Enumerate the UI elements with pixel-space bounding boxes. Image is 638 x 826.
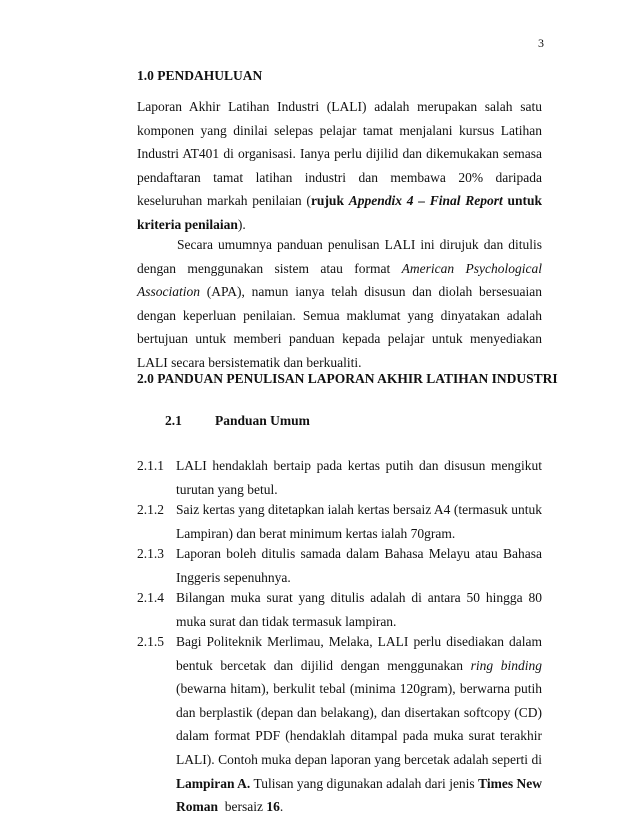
section-heading-pendahuluan: 1.0 PENDAHULUAN xyxy=(137,68,263,83)
paragraph-introduction xyxy=(137,95,542,237)
reference-prefix: rujuk xyxy=(310,193,349,209)
list-item-number: 2.1.5 xyxy=(137,634,164,649)
reference-appendix: Appendix 4 – Final Report xyxy=(348,193,503,209)
list-item xyxy=(137,454,542,501)
list-item xyxy=(137,542,542,589)
list-item xyxy=(137,498,542,545)
text-run: (bewarna hitam), berkulit tebal (minima 120gram), berwarna putih dan berplastik (depan dan belakang), dan disertakan softcopy (CD) dalam format PDF (hendaklah ditampal pada muka surat terakhir LALI). Contoh muka depan laporan yang bercetak adalah seperti di xyxy=(176,681,542,767)
list-item-number: 2.1.3 xyxy=(137,546,164,561)
page-number: 3 xyxy=(538,36,544,50)
list-item-text: Laporan boleh ditulis samada dalam Bahasa Melayu atau Bahasa Inggeris sepenuhnya. xyxy=(176,546,542,585)
text-run: bersaiz xyxy=(218,799,267,815)
paragraph-tail: ). xyxy=(237,216,246,232)
paragraph-format xyxy=(137,233,542,375)
text-run: . xyxy=(279,799,284,815)
list-item-text: Bilangan muka surat yang ditulis adalah di antara 50 hingga 80 muka surat dan tidak termasuk lampiran. xyxy=(176,590,542,629)
ring-binding-term: ring binding xyxy=(470,657,542,673)
text-run: Tulisan yang digunakan adalah dari jenis xyxy=(250,775,479,791)
list-item xyxy=(137,586,542,633)
section-heading-panduan-penulisan: 2.0 PANDUAN PENULISAN LAPORAN AKHIR LATIHAN INDUSTRI xyxy=(137,371,558,386)
lampiran-reference: Lampiran A. xyxy=(176,775,251,791)
text-run: Bagi Politeknik Merlimau, Melaka, LALI perlu disediakan dalam bentuk bercetak dan dijilid dengan menggunakan xyxy=(176,634,542,673)
paragraph-text-after: (APA), namun ianya telah disusun dan diolah bersesuaian dengan keperluan penilaian. Semua maklumat yang dinyatakan adalah bertujuan untuk memberi panduan kepada pelajar untuk menyediakan LALI secara bersistematik dan berkualiti. xyxy=(137,284,542,370)
apa-name: American Psychological Association xyxy=(137,260,542,300)
list-item-number: 2.1.1 xyxy=(137,458,164,473)
font-name: Times New Roman xyxy=(176,775,542,815)
list-item-number: 2.1.2 xyxy=(137,502,164,517)
list-item-text xyxy=(176,630,542,819)
paragraph-text: Laporan Akhir Latihan Industri (LALI) adalah merupakan salah satu komponen yang dinilai selepas pelajar tamat menjalani kursus Latihan Industri AT401 di organisasi. Ianya perlu dijilid dan dikemukakan semasa pendaftaran tamat latihan industri dan membawa 20% daripada keseluruhan markah penilaian ( xyxy=(137,99,542,209)
paragraph-text: Secara umumnya panduan penulisan LALI ini dirujuk dan ditulis dengan menggunakan sistem atau format xyxy=(137,237,542,276)
list-item-number: 2.1.4 xyxy=(137,590,164,605)
font-size-value: 16 xyxy=(266,799,280,815)
subsection-number: 2.1 xyxy=(165,413,182,428)
subsection-heading xyxy=(165,413,310,429)
list-item xyxy=(137,630,542,819)
reference-suffix: untuk kriteria penilaian xyxy=(137,193,542,232)
list-item-text: LALI hendaklah bertaip pada kertas putih dan disusun mengikut turutan yang betul. xyxy=(176,458,542,497)
list-item-text: Saiz kertas yang ditetapkan ialah kertas bersaiz A4 (termasuk untuk Lampiran) dan berat minimum kertas ialah 70gram. xyxy=(176,502,542,541)
subsection-title: Panduan Umum xyxy=(215,413,310,428)
